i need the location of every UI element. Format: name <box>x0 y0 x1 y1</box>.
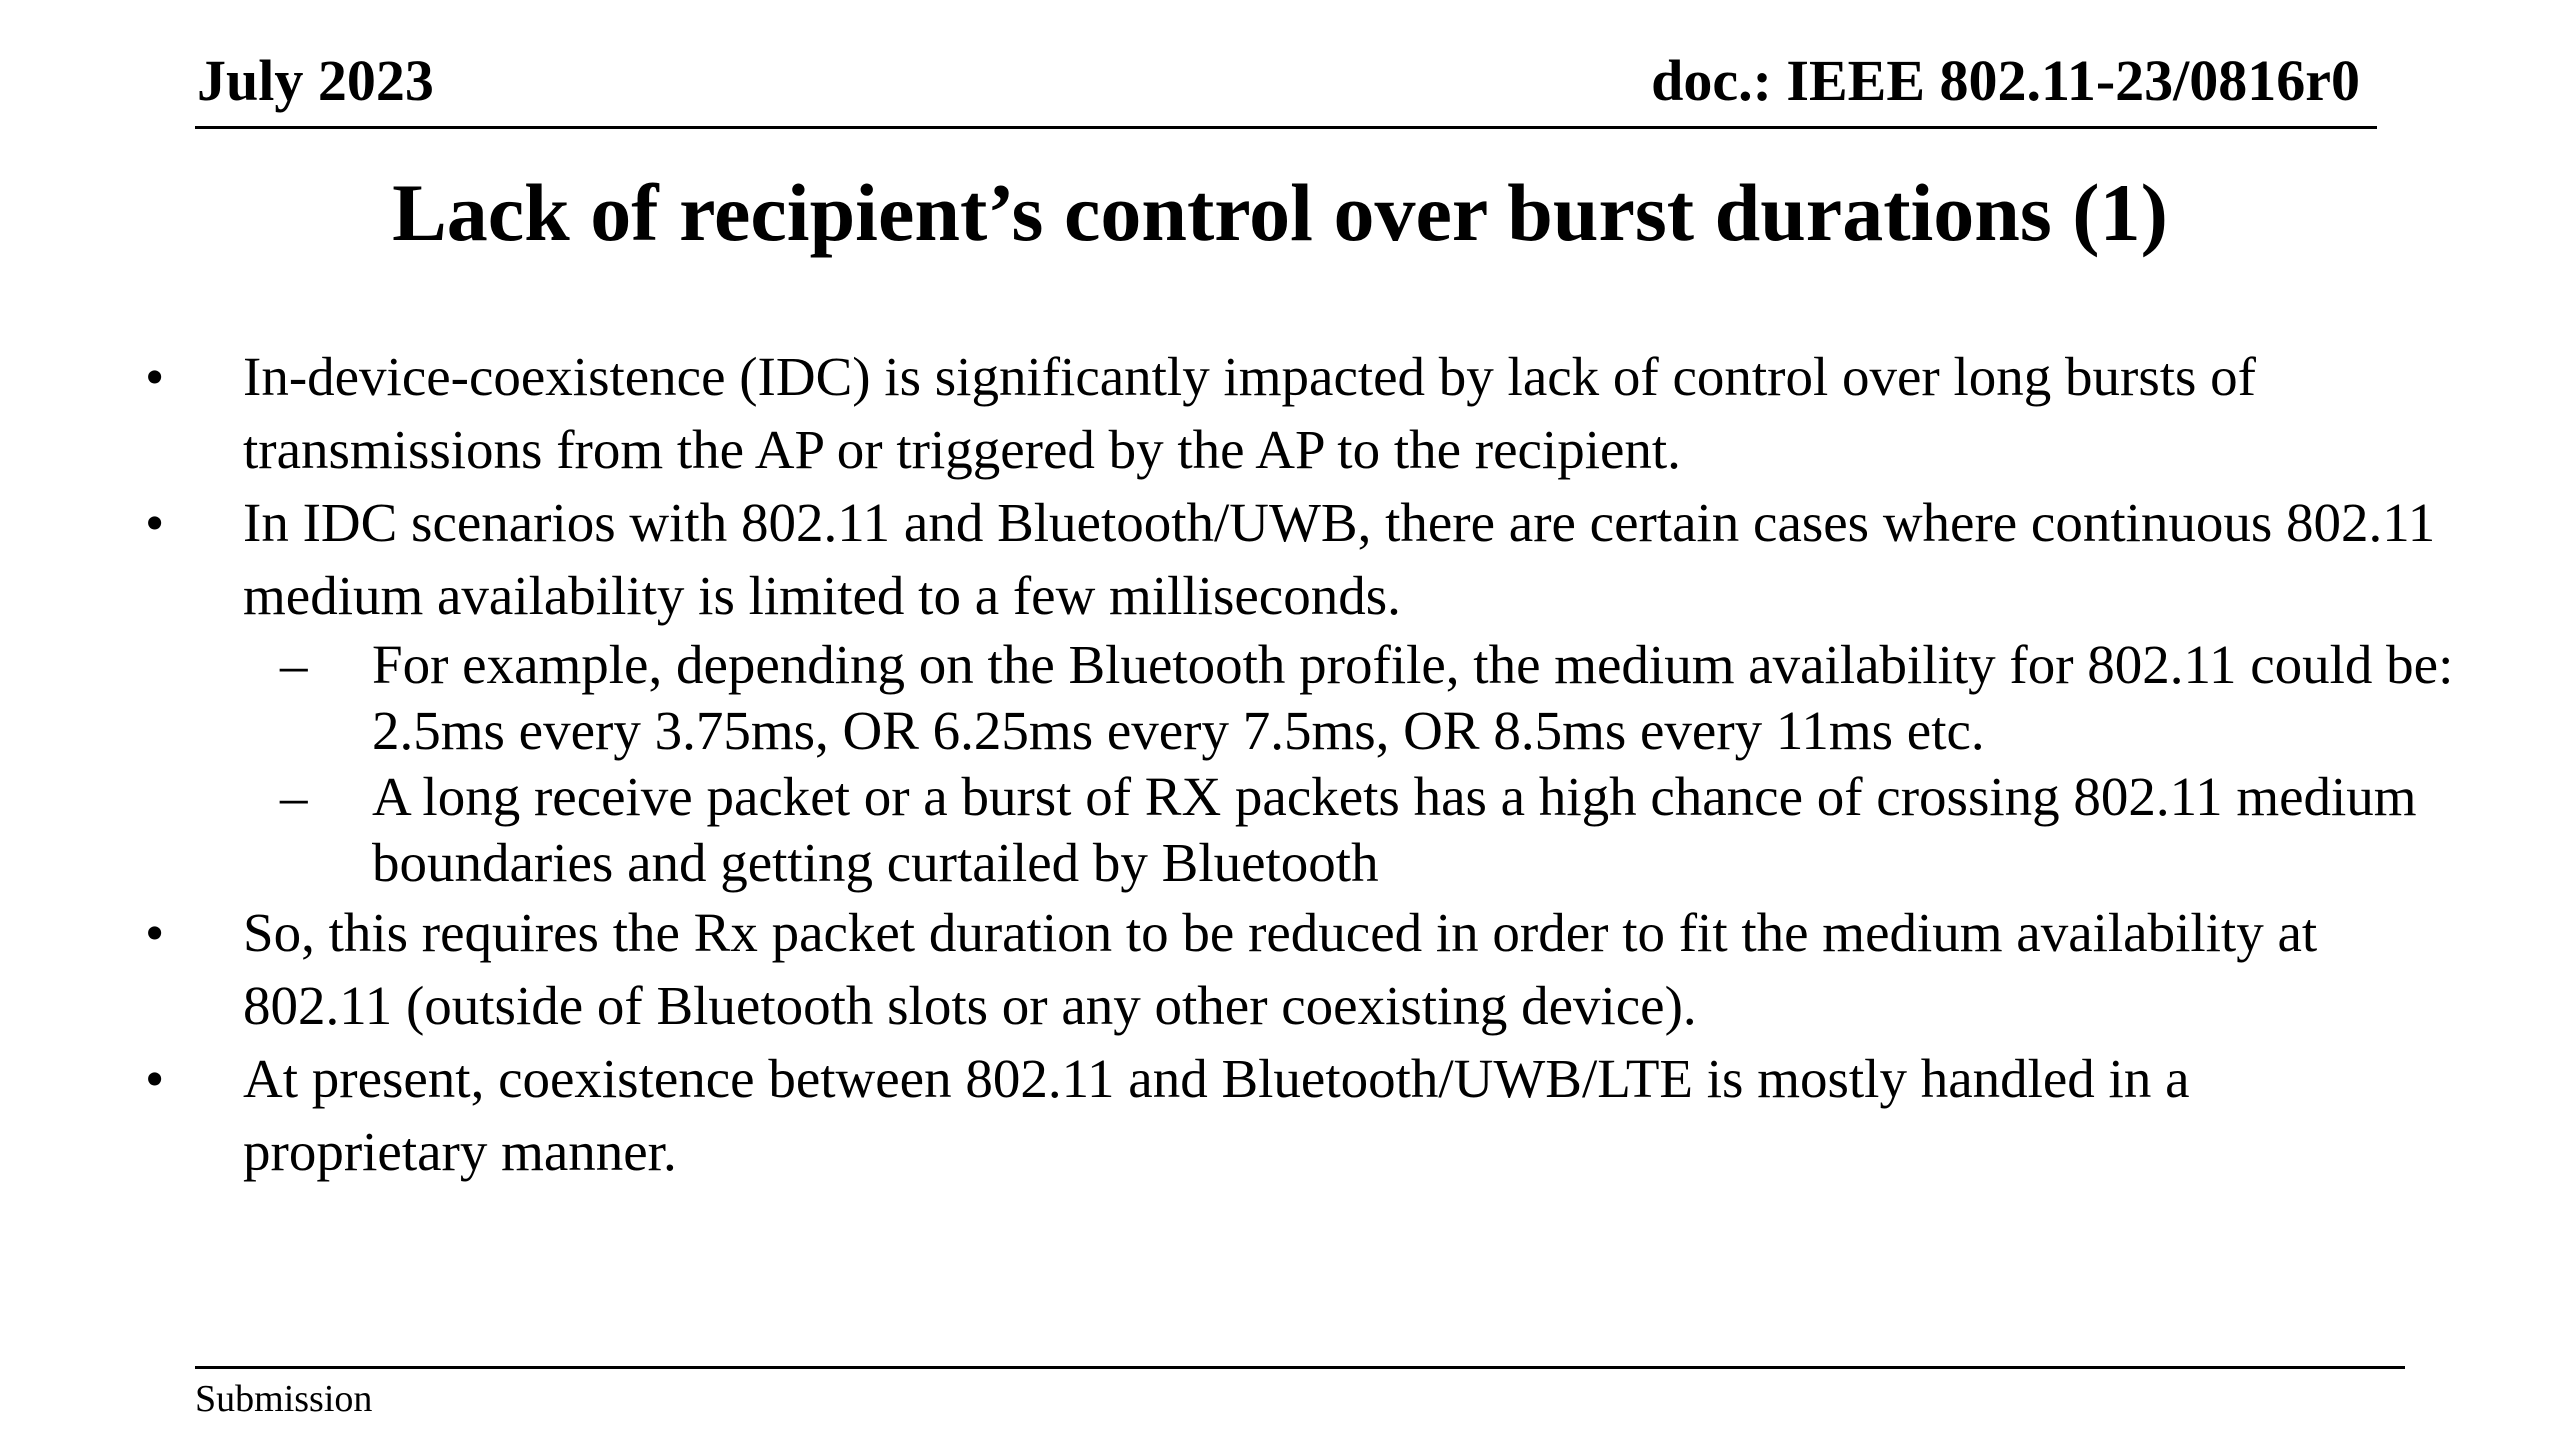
header-doc-id: doc.: IEEE 802.11-23/0816r0 <box>1651 48 2360 113</box>
bullet-text: In IDC scenarios with 802.11 and Bluetooth/UWB, there are certain cases where continuous 802.11 medium availability is limited to a few milliseconds. <box>243 492 2436 626</box>
slide-title: Lack of recipient’s control over burst durations (1) <box>392 167 2168 258</box>
bullet-text: In-device-coexistence (IDC) is significantly impacted by lack of control over long bursts of transmissions from the AP or triggered by the AP to the recipient. <box>243 346 2256 480</box>
bullet-text: At present, coexistence between 802.11 and Bluetooth/UWB/LTE is mostly handled in a proprietary manner. <box>243 1048 2190 1182</box>
dash-marker: – <box>280 634 308 695</box>
sub-bullet-text: For example, depending on the Bluetooth profile, the medium availability for 802.11 could be: 2.5ms every 3.75ms, OR 6.25ms every 7.5ms, OR 8.5ms every 11ms etc. <box>372 634 2454 761</box>
bullet-item <box>0 1042 2443 1188</box>
sub-bullet-text: A long receive packet or a burst of RX packets has a high chance of crossing 802.11 medium boundaries and getting curtailed by Bluetooth <box>372 766 2417 893</box>
bullet-marker: • <box>145 902 165 963</box>
bullet-item <box>0 896 2443 1042</box>
sub-bullet-item <box>0 632 2492 764</box>
bullet-marker: • <box>145 1048 165 1109</box>
bullet-marker: • <box>145 346 165 407</box>
header-divider <box>195 126 2377 129</box>
bullet-text: So, this requires the Rx packet duration to be reduced in order to fit the medium availability at 802.11 (outside of Bluetooth slots or any other coexisting device). <box>243 902 2318 1036</box>
bullet-list <box>0 340 2560 1188</box>
header-date: July 2023 <box>197 48 434 113</box>
dash-marker: – <box>280 766 308 827</box>
footer-submission: Submission <box>195 1378 373 1420</box>
footer-divider <box>195 1366 2405 1369</box>
bullet-item <box>0 340 2443 486</box>
sub-bullet-item <box>0 764 2492 896</box>
bullet-marker: • <box>145 492 165 553</box>
bullet-item <box>0 486 2443 632</box>
